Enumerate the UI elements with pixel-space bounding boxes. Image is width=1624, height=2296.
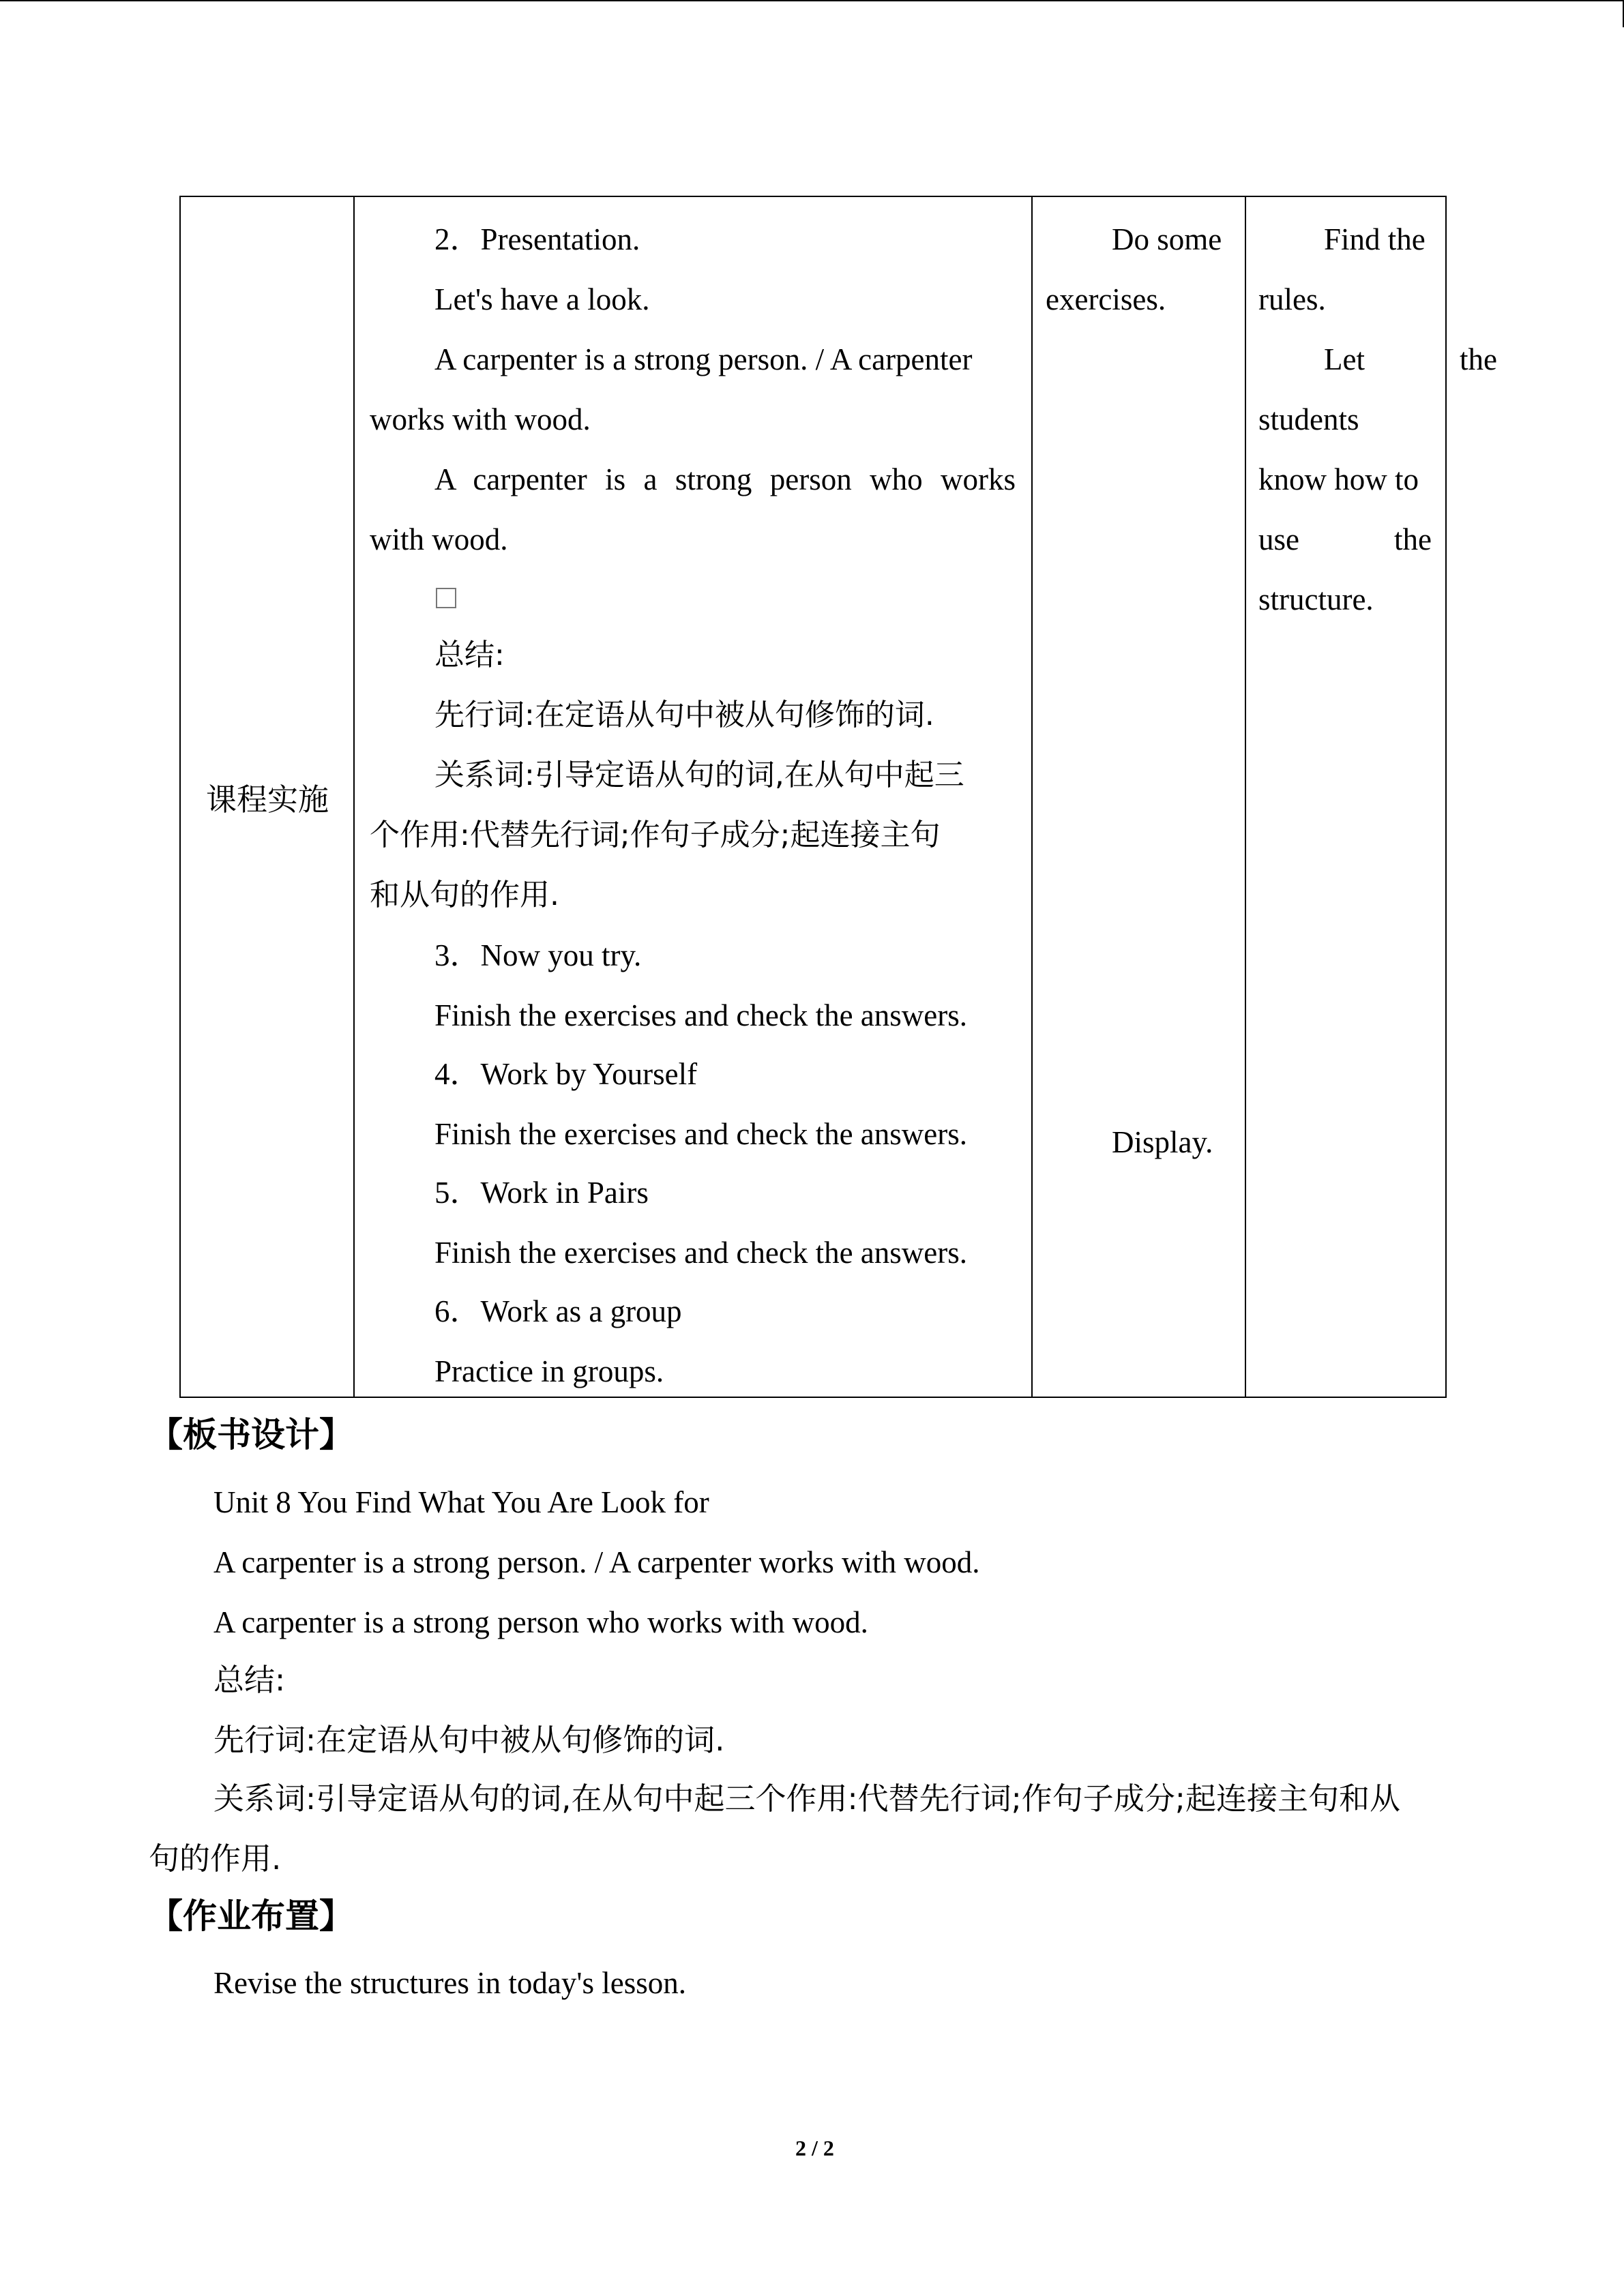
lesson-table — [179, 196, 1497, 1398]
purpose-line: structure. — [1258, 582, 1374, 616]
content-line: 个作用:代替先行词;作句子成分;起连接主句 — [370, 818, 941, 852]
column-divider — [1031, 197, 1033, 1397]
purpose-line: Find the — [1324, 222, 1426, 256]
board-line: 句的作用. — [149, 1840, 282, 1877]
board-line: A carpenter is a strong person who works with wood. — [213, 1605, 868, 1639]
column-divider — [1245, 197, 1246, 1397]
content-line: 和从句的作用. — [370, 878, 559, 912]
content-line: A carpenter is a strong person who works — [434, 462, 1016, 496]
purpose-line: use the — [1258, 522, 1432, 556]
purpose-line: Let the — [1324, 342, 1497, 376]
content-line: 5．Work in Pairs — [434, 1176, 649, 1210]
content-line: 4．Work by Yourself — [434, 1057, 698, 1091]
content-line — [434, 344, 1016, 375]
content-line: 总结: — [434, 638, 505, 672]
board-line: A carpenter is a strong person. / A carpenter works with wood. — [213, 1545, 980, 1579]
homework-heading: 【作业布置】 — [149, 1896, 353, 1936]
board-line: Unit 8 You Find What You Are Look for — [213, 1485, 709, 1519]
activity-line: Display. — [1112, 1125, 1213, 1159]
purpose-line: students — [1258, 402, 1359, 436]
content-line: Finish the exercises and check the answers. — [434, 998, 967, 1032]
top-border — [0, 0, 1624, 1]
content-line: 先行词:在定语从句中被从句修饰的词. — [434, 698, 934, 732]
activity-line: Do some — [1112, 222, 1222, 256]
row-label: 课程实施 — [205, 781, 329, 818]
content-line: Finish the exercises and check the answers. — [434, 1236, 967, 1270]
board-line: 总结: — [213, 1662, 286, 1698]
content-line: Let's have a look. — [434, 282, 650, 316]
purpose-line: rules. — [1258, 282, 1326, 316]
content-line-text: A carpenter is a strong person. / A carpenter — [434, 342, 973, 376]
content-line: Practice in groups. — [434, 1354, 664, 1388]
content-line: 2．Presentation. — [434, 222, 640, 256]
content-line: 关系词:引导定语从句的词,在从句中起三 — [434, 758, 964, 792]
content-line: 6．Work as a group — [434, 1294, 682, 1328]
purpose-line: know how to — [1258, 462, 1419, 496]
activity-line: exercises. — [1046, 282, 1166, 316]
content-line: Finish the exercises and check the answers. — [434, 1117, 967, 1151]
board-line: 先行词:在定语从句中被从句修饰的词. — [213, 1722, 725, 1758]
content-line: works with wood. — [370, 402, 591, 436]
board-design-heading: 【板书设计】 — [149, 1415, 353, 1455]
homework-line: Revise the structures in today's lesson. — [213, 1966, 686, 2000]
checkbox-icon — [436, 588, 456, 608]
content-line: with wood. — [370, 522, 508, 556]
content-line: 3．Now you try. — [434, 938, 642, 972]
board-line: 关系词:引导定语从句的词,在从句中起三个作用:代替先行词;作句子成分;起连接主句和从 — [213, 1780, 1400, 1817]
page-number: 2 / 2 — [795, 2136, 834, 2160]
